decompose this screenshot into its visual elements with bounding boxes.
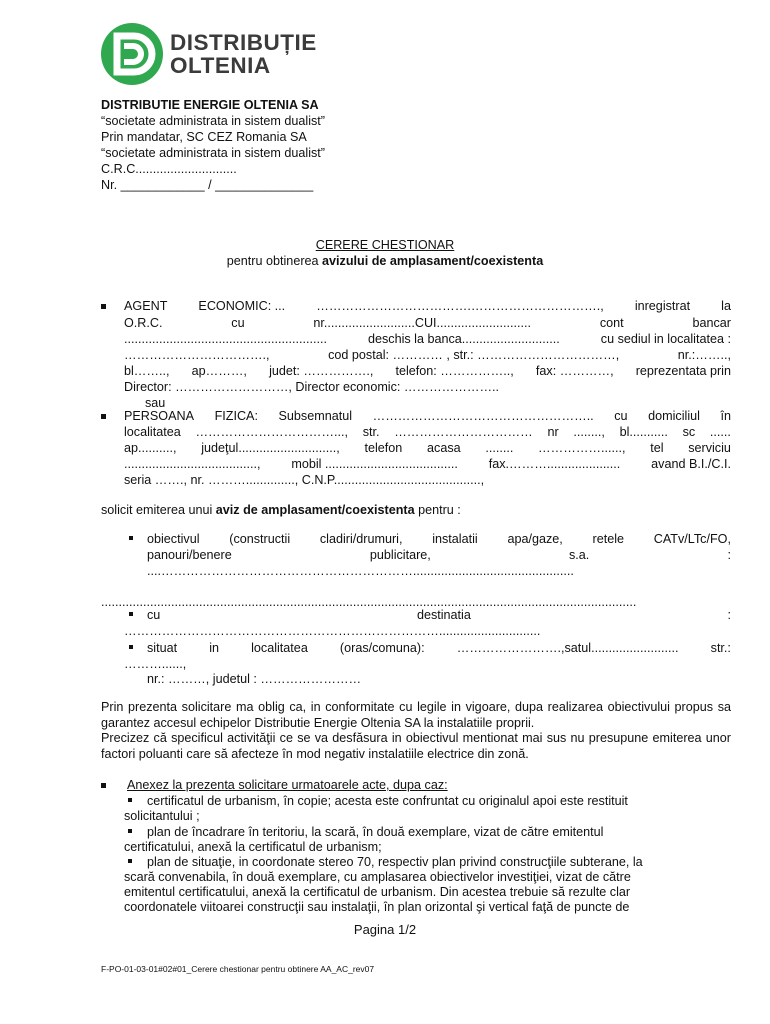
objective-line-2: panouri/benere publicitare, s.a. : [147,548,731,562]
annex-item-2-line-2: certificatului, anexă la certificatul de urbanism; [124,840,382,854]
bullet-icon [129,536,133,540]
annex-item-1-line-2: solicitantului ; [124,809,200,823]
annex-heading: Anexez la prezenta solicitare urmatoarele acte, dupa caz: [127,778,448,792]
location-line: situat in localitatea (oras/comuna): …………………….,satul......................... str.: [147,641,731,655]
agent-line-4: ……………………………., cod postal: ………… , str.: ……………………………, nr.:…….., [124,348,731,362]
objective-line-1: obiectivul (constructii cladiri/drumuri, instalatii apa/gaze, retele CATv/LTc/FO, [147,532,731,546]
logo-line-1: DISTRIBUȚIE [170,30,317,55]
commitment-paragraph: Prin prezenta solicitare ma oblig ca, in conformitate cu legile in vigoare, dupa realizarea obiectivului propus sa garantez accesul echipelor Distributie Energie Oltenia SA la instalatiile proprii. [101,700,731,730]
location-nr-line: nr.: ………, judetul : …………………… [147,672,362,686]
annex-item-3-line-1: plan de situaţie, in coordonate stereo 70, respectiv plan privind construcţiile subterane, la [147,855,643,869]
person-line-3: ap.........., judeţul............................, telefon acasa ........ ……………......, tel serviciu [124,441,731,455]
agent-line-1: AGENT ECONOMIC: ... ……………………………….…………………………., inregistrat la [124,299,731,313]
destination-line: cu destinatia : [147,608,731,622]
annex-item-3-line-2: scară convenabila, în două exemplare, cu amplasarea obiectivelor investiţiei, vizat de către [124,870,631,884]
logo-line-2: OLTENIA [170,53,271,78]
agent-line-2: O.R.C. cu nr..........................CUI........................... cont bancar [124,316,731,330]
bullet-icon [129,645,133,649]
document-subtitle: pentru obtinerea avizului de amplasament/coexistenta [226,254,544,268]
location-dots: ………......, [124,657,187,671]
person-line-1: PERSOANA FIZICA: Subsemnatul …………………………………………….. cu domiciliul în [124,409,731,423]
objective-dots-2: ......................................................................................................................................................... [101,595,637,609]
destination-dots: …………………………………………………………………............................. [124,624,541,638]
annex-item-1-line-1: certificatul de urbanism, în copie; acesta este confruntat cu originalul apoi este restituit [147,794,628,808]
annex-item-2-line-1: plan de încadrare în teritoriu, la scară, în două exemplare, vizat de către emitentul [147,825,604,839]
person-line-4: ......................................, mobil ...................................... fax.………..................... avand B.I./C.I. [124,457,731,471]
annex-item-3-line-3: emitentul certificatului, anexă la certificatul de urbanism. Din acestea trebuie să rezulte clar [124,885,631,899]
objective-dots-1: ....…………………………………………………….............................................. [147,564,574,578]
bullet-icon [128,829,132,833]
person-line-2: localitatea ……………………………..., str. …………………………… nr ........, bl........... sc ...... [124,425,731,439]
bullet-icon [128,798,132,802]
company-name: DISTRIBUTIE ENERGIE OLTENIA SA [101,98,319,112]
page-number: Pagina 1/2 [353,922,417,937]
pollution-paragraph: Precizez că specificul activităţii ce se va desfăsura in obiectivul mentionat mai sus nu presupune emiterea unor factori poluanti care să afecteze în mod negativ instalatiile electrice din zonă. [101,731,731,761]
mandatary-type: “societate administrata in sistem dualist” [101,146,325,160]
company-logo [100,22,340,86]
distributie-logo-icon [100,22,164,86]
bullet-icon [129,612,133,616]
document-title: CERERE CHESTIONAR [315,238,455,252]
request-line: solicit emiterea unui aviz de amplasament/coexistenta pentru : [101,503,461,517]
agent-line-5: bl…….., ap………, judet: ……………., telefon: …………….., fax: …………, reprezentata prin [124,364,731,378]
bullet-icon [101,304,106,309]
annex-item-3-line-4: coordonatele viitoarei construcţii sau instalaţii, în plan orizontal şi vertical faţă de puncte de [124,900,630,914]
company-type: “societate administrata in sistem dualist” [101,114,325,128]
mandatary: Prin mandatar, SC CEZ Romania SA [101,130,307,144]
registration-number: Nr. ____________ / ______________ [101,178,314,192]
document-code: F-PO-01-03-01#02#01_Cerere chestionar pentru obtinere AA_AC_rev07 [101,964,375,974]
crc-field: C.R.C............................. [101,162,237,176]
bullet-icon [128,859,132,863]
or-label: sau [145,396,166,410]
agent-line-3: .......................................................... deschis la banca............................ cu sediul in localitatea : [124,332,731,346]
bullet-icon [101,783,106,788]
person-line-5: seria ……., nr. ……….............., C.N.P.........................................., [124,473,485,487]
bullet-icon [101,414,106,419]
agent-line-6: Director: ………………………, Director economic: ………………….. [124,380,500,394]
